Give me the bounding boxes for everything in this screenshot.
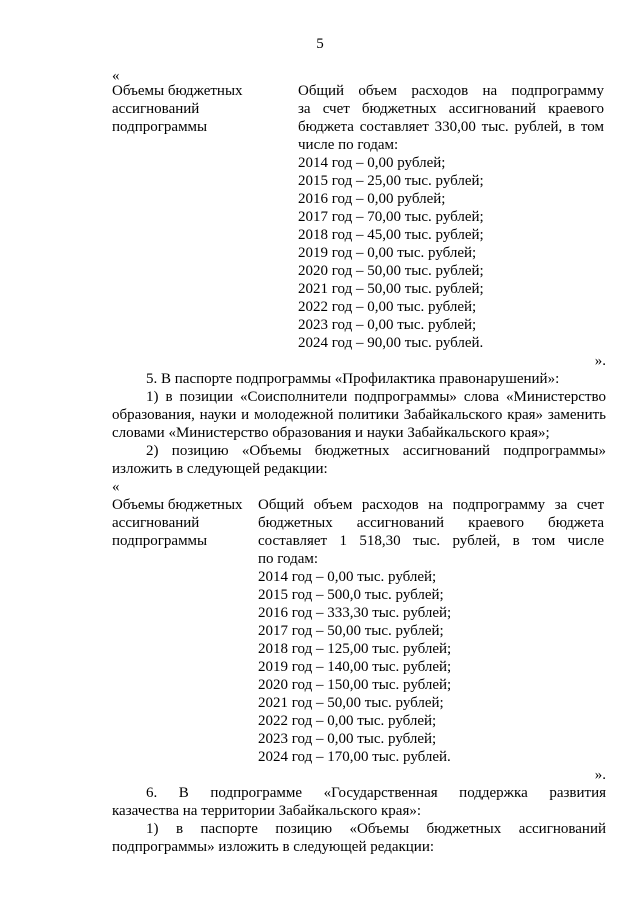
close-quote-1: ». xyxy=(594,353,606,369)
block1-year-2014: 2014 год – 0,00 рублей; xyxy=(298,155,446,171)
block2-year-2021: 2021 год – 50,00 тыс. рублей; xyxy=(258,695,444,711)
item6-p1-line1: 1) в паспорте позицию «Объемы бюджетных ассигнований xyxy=(146,821,606,837)
block1-year-2022: 2022 год – 0,00 тыс. рублей; xyxy=(298,299,477,315)
block1-label-3: подпрограммы xyxy=(112,119,208,135)
block1-label-2: ассигнований xyxy=(112,101,200,117)
block2-text-4: по годам: xyxy=(258,551,319,567)
item6-line1: 6. В подпрограмме «Государственная поддержка развития xyxy=(146,785,606,801)
item6-line2: казачества на территории Забайкальского края»: xyxy=(112,803,422,819)
block2-year-2020: 2020 год – 150,00 тыс. рублей; xyxy=(258,677,452,693)
block2-year-2019: 2019 год – 140,00 тыс. рублей; xyxy=(258,659,452,675)
block1-text-3: бюджета составляет 330,00 тыс. рублей, в том xyxy=(298,119,604,135)
item6-p1-line2: подпрограммы» изложить в следующей редакции: xyxy=(112,839,435,855)
open-quote-1: « xyxy=(112,68,120,84)
block1-label-1: Объемы бюджетных xyxy=(112,83,243,99)
block1-year-2024: 2024 год – 90,00 тыс. рублей. xyxy=(298,335,484,351)
block2-year-2024: 2024 год – 170,00 тыс. рублей. xyxy=(258,749,451,765)
block2-year-2017: 2017 год – 50,00 тыс. рублей; xyxy=(258,623,444,639)
block2-year-2015: 2015 год – 500,0 тыс. рублей; xyxy=(258,587,444,603)
block1-year-2023: 2023 год – 0,00 тыс. рублей; xyxy=(298,317,477,333)
block2-year-2023: 2023 год – 0,00 тыс. рублей; xyxy=(258,731,437,747)
item5-p1-line1: 1) в позиции «Соисполнители подпрограммы» слова «Министерство xyxy=(146,389,606,405)
block2-year-2014: 2014 год – 0,00 тыс. рублей; xyxy=(258,569,437,585)
item5-heading: 5. В паспорте подпрограммы «Профилактика правонарушений»: xyxy=(146,371,560,387)
block1-text-2: за счет бюджетных ассигнований краевого xyxy=(298,101,604,117)
item5-p2-line1: 2) позицию «Объемы бюджетных ассигнований подпрограммы» xyxy=(146,443,606,459)
item5-p2-line2: изложить в следующей редакции: xyxy=(112,461,328,477)
block2-year-2022: 2022 год – 0,00 тыс. рублей; xyxy=(258,713,437,729)
block2-label-1: Объемы бюджетных xyxy=(112,497,243,513)
block1-year-2021: 2021 год – 50,00 тыс. рублей; xyxy=(298,281,484,297)
block2-label-2: ассигнований xyxy=(112,515,200,531)
block1-year-2015: 2015 год – 25,00 тыс. рублей; xyxy=(298,173,484,189)
block1-year-2019: 2019 год – 0,00 тыс. рублей; xyxy=(298,245,477,261)
block2-text-2: бюджетных ассигнований краевого бюджета xyxy=(258,515,604,531)
block1-text-4: числе по годам: xyxy=(298,137,399,153)
item5-p1-line3: словами «Министерство образования и науки Забайкальского края»; xyxy=(112,425,550,441)
block2-year-2018: 2018 год – 125,00 тыс. рублей; xyxy=(258,641,452,657)
open-quote-2: « xyxy=(112,479,120,495)
block2-text-1: Общий объем расходов на подпрограмму за счет xyxy=(258,497,604,513)
block1-year-2018: 2018 год – 45,00 тыс. рублей; xyxy=(298,227,484,243)
block2-label-3: подпрограммы xyxy=(112,533,208,549)
block1-text-1: Общий объем расходов на подпрограмму xyxy=(298,83,604,99)
close-quote-2: ». xyxy=(594,767,606,783)
item5-p1-line2: образования, науки и молодежной политики Забайкальского края» заменить xyxy=(112,407,606,423)
page-number: 5 xyxy=(316,36,324,52)
block2-text-3: составляет 1 518,30 тыс. рублей, в том числе xyxy=(258,533,604,549)
block2-year-2016: 2016 год – 333,30 тыс. рублей; xyxy=(258,605,452,621)
block1-year-2016: 2016 год – 0,00 рублей; xyxy=(298,191,446,207)
block1-year-2020: 2020 год – 50,00 тыс. рублей; xyxy=(298,263,484,279)
block1-year-2017: 2017 год – 70,00 тыс. рублей; xyxy=(298,209,484,225)
